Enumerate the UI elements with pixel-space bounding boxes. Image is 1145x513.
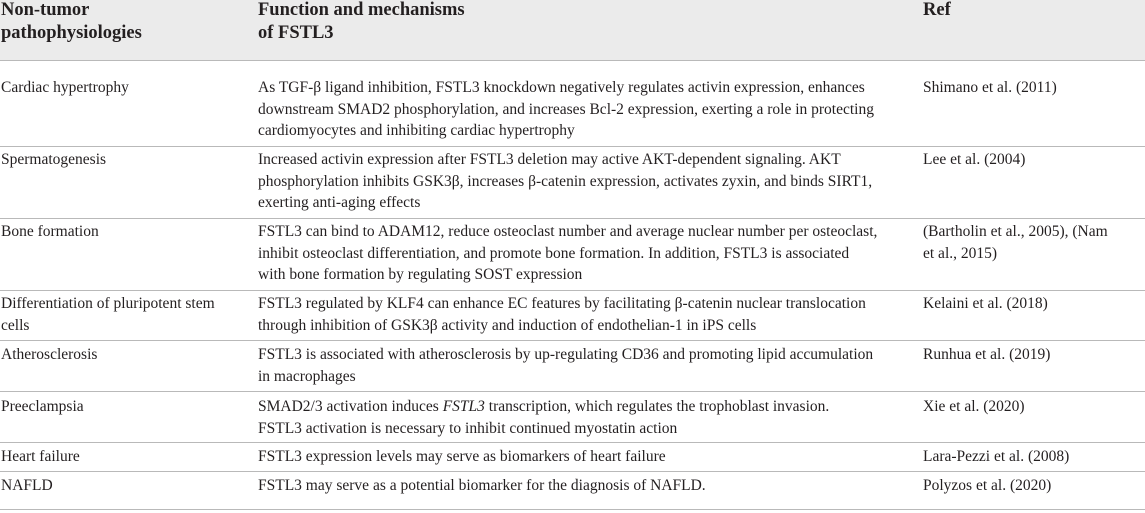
row-mechanism: FSTL3 regulated by KLF4 can enhance EC features by facilitating β-catenin nuclear translocation through inhibition of GSK3β activity and induction of endothelian-1 in iPS cells [258, 295, 866, 334]
header-rule [0, 60, 1145, 61]
row-ref: Polyzos et al. (2020) [923, 477, 1052, 494]
row-ref: Runhua et al. (2019) [923, 346, 1051, 363]
row-ref: Shimano et al. (2011) [923, 79, 1057, 96]
row-mechanism: Increased activin expression after FSTL3 deletion may active AKT-dependent signaling. AKT phosphorylation inhibits GSK3β, increases β-catenin expression, activates zyxin, and binds SIRT1, exerting anti-aging effects [258, 151, 873, 211]
row-divider [0, 442, 1145, 443]
header-col-ref: Ref [923, 0, 951, 20]
row-ref: Lara-Pezzi et al. (2008) [923, 448, 1070, 465]
row-divider [0, 340, 1145, 341]
row-ref: Xie et al. (2020) [923, 398, 1025, 415]
row-ref: (Bartholin et al., 2005), (Nam et al., 2015) [923, 223, 1108, 262]
row-mechanism: SMAD2/3 activation induces FSTL3 transcription, which regulates the trophoblast invasion. FSTL3 activation is necessary to inhibit continued myostatin action [258, 398, 830, 437]
row-condition: NAFLD [1, 477, 53, 494]
header-col-function-mechanisms: Function and mechanisms of FSTL3 [258, 0, 465, 43]
row-divider [0, 218, 1145, 219]
row-mechanism: FSTL3 can bind to ADAM12, reduce osteoclast number and average nuclear number per osteoclast, inhibit osteoclast differentiation, and promote bone formation. In addition, FSTL3 is associated with bone formation by regulating SOST expression [258, 223, 878, 283]
table-bottom-rule [0, 509, 1145, 510]
row-divider [0, 391, 1145, 392]
row-ref: Kelaini et al. (2018) [923, 295, 1048, 312]
row-mechanism: FSTL3 expression levels may serve as biomarkers of heart failure [258, 448, 666, 465]
row-divider [0, 146, 1145, 147]
row-condition: Bone formation [1, 223, 99, 240]
row-condition: Differentiation of pluripotent stem cells [1, 295, 215, 334]
row-mechanism: FSTL3 is associated with atherosclerosis by up-regulating CD36 and promoting lipid accumulation in macrophages [258, 346, 874, 385]
row-condition: Preeclampsia [1, 398, 84, 415]
row-condition: Heart failure [1, 448, 80, 465]
row-mechanism: As TGF-β ligand inhibition, FSTL3 knockdown negatively regulates activin expression, enhances downstream SMAD2 phosphorylation, and increases Bcl-2 expression, exerting a role in protecting cardiomyocytes and inhibiting cardiac hypertrophy [258, 79, 874, 139]
row-mechanism: FSTL3 may serve as a potential biomarker for the diagnosis of NAFLD. [258, 477, 706, 494]
header-col-pathophysiologies: Non-tumor pathophysiologies [1, 0, 142, 43]
table-header [0, 0, 1145, 60]
row-divider [0, 471, 1145, 472]
gene-name-italic: FSTL3 [442, 398, 485, 415]
row-condition: Atherosclerosis [1, 346, 98, 363]
row-divider [0, 290, 1145, 291]
row-condition: Cardiac hypertrophy [1, 79, 129, 96]
row-ref: Lee et al. (2004) [923, 151, 1026, 168]
row-condition: Spermatogenesis [1, 151, 107, 168]
